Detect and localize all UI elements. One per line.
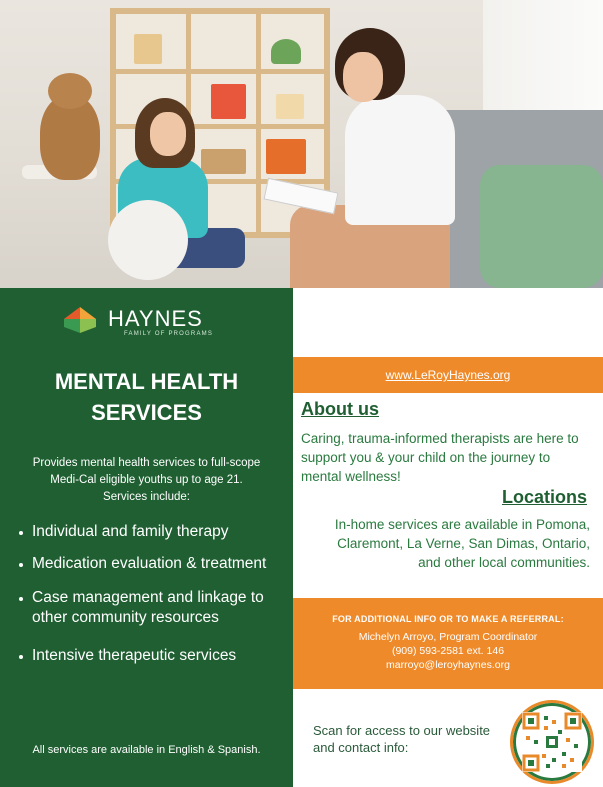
locations-heading: Locations	[501, 487, 587, 507]
languages-note: All services are available in English & Spanish.	[32, 744, 261, 756]
about-text: Caring, trauma-informed therapists are here to support you & your child on the journey to mental wellness!	[301, 431, 579, 484]
website-bar	[293, 357, 603, 393]
contact-name: Michelyn Arroyo, Program Coordinator	[358, 631, 538, 643]
list-item	[16, 522, 281, 542]
services-list	[16, 522, 281, 678]
website-link[interactable]: www.LeRoyHaynes.org	[385, 368, 511, 382]
list-item	[16, 554, 281, 574]
service-label: Medication evaluation & treatment	[32, 555, 267, 572]
intro-line-2: Medi-Cal eligible youths up to age 21.	[50, 474, 243, 486]
intro-line-3: Services include:	[103, 491, 190, 503]
contact-phone[interactable]: (909) 593-2581 ext. 146	[391, 645, 505, 657]
service-label: Intensive therapeutic services	[32, 647, 237, 664]
service-label: Individual and family therapy	[32, 523, 229, 540]
list-item	[16, 588, 281, 628]
therapist-shirt	[345, 95, 455, 225]
contact-heading: FOR ADDITIONAL INFO OR TO MAKE A REFERRAL:	[332, 614, 564, 624]
qr-pattern	[522, 712, 582, 772]
contact-email[interactable]: marroyo@leroyhaynes.org	[386, 659, 510, 671]
brand-name: HAYNES	[108, 306, 203, 331]
hero-photo	[0, 0, 603, 288]
qr-caption: Scan for access to our website and contact info:	[313, 723, 491, 755]
therapist-face	[343, 52, 383, 102]
haynes-logo-icon	[62, 305, 98, 335]
bullet-icon	[19, 655, 23, 659]
title-line-2: SERVICES	[91, 400, 202, 425]
title-line-1: MENTAL HEALTH	[54, 369, 239, 394]
white-teddy	[108, 200, 188, 280]
child-face	[150, 112, 186, 156]
about-heading: About us	[301, 399, 379, 419]
intro-text	[14, 455, 279, 506]
contact-box	[293, 598, 603, 689]
green-pillow	[480, 165, 603, 288]
service-label: Case management and linkage to other community resources	[32, 589, 264, 626]
bullet-icon	[19, 531, 23, 535]
brand-subtitle: FAMILY OF PROGRAMS	[124, 331, 214, 337]
teddy-bear	[40, 95, 100, 180]
page-title	[0, 366, 293, 428]
bullet-icon	[19, 563, 23, 567]
locations-text: In-home services are available in Pomona, Claremont, La Verne, San Dimas, Ontario, and other local communities.	[334, 517, 590, 570]
services-panel	[0, 288, 293, 787]
bullet-icon	[19, 597, 23, 601]
intro-line-1: Provides mental health services to full-scope	[32, 457, 261, 469]
list-item	[16, 646, 281, 666]
qr-code-icon[interactable]	[510, 700, 594, 784]
